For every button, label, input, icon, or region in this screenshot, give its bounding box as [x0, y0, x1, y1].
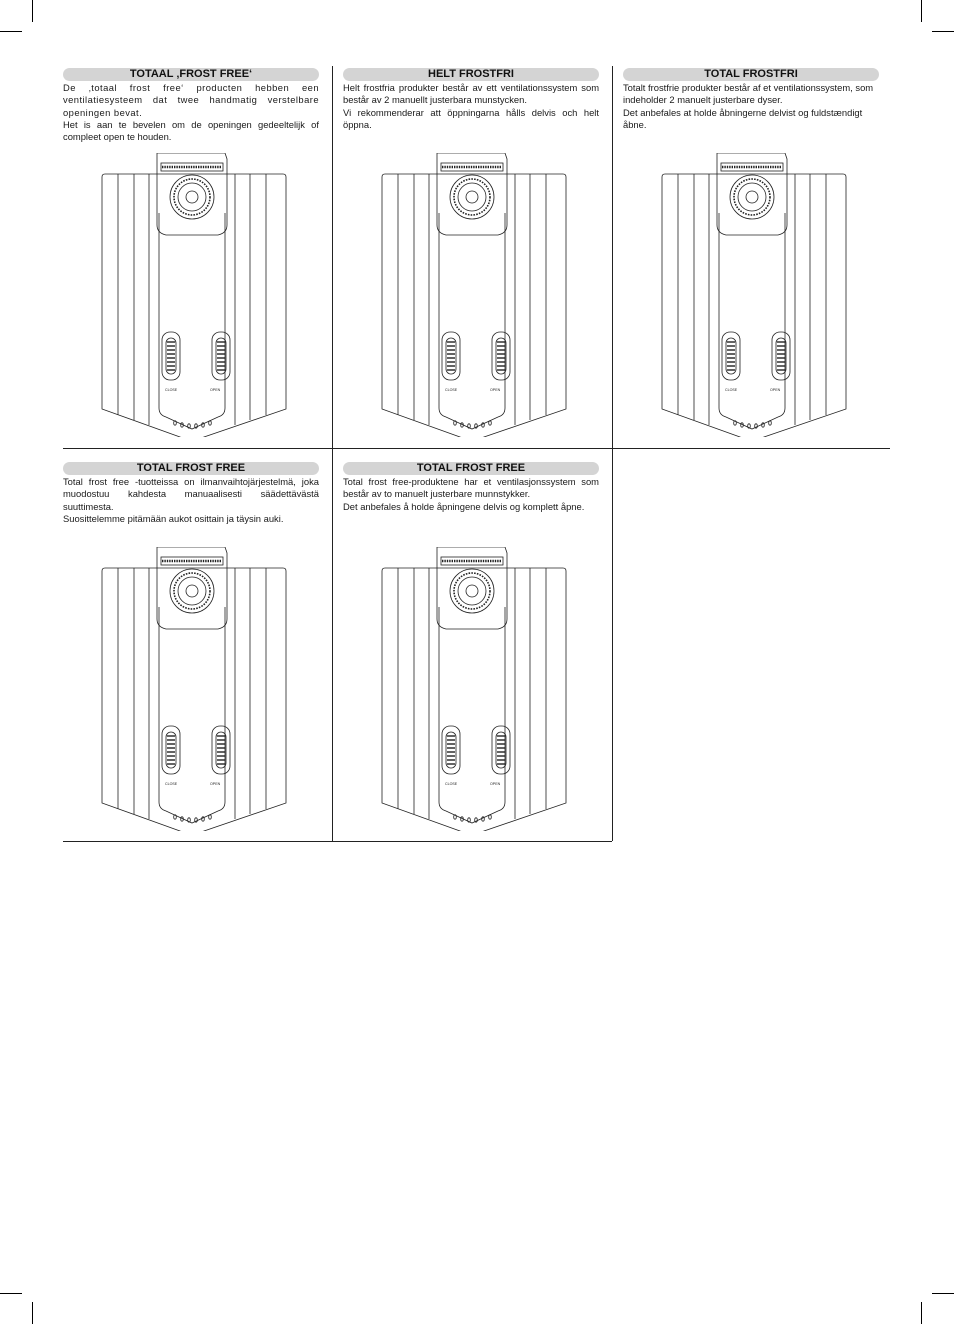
close-label: CLOSE — [445, 388, 458, 392]
fridge-body-outline — [382, 174, 566, 437]
right-vent-inner — [776, 338, 786, 374]
fan-outer-ring — [170, 569, 214, 613]
fan-hub — [186, 585, 198, 597]
fan-inner-ring — [738, 183, 766, 211]
paragraph: Het is aan te bevelen om de openingen gedeeltelijk of compleet open te houden. — [63, 118, 319, 143]
central-panel — [159, 213, 225, 429]
paragraph: De ‚totaal frost free‘ producten hebben een ventilatiesysteem dat twee handmatig verstelbare openingen bevat. — [63, 82, 319, 118]
section-title: TOTAL FROST FREE — [63, 462, 319, 475]
paragraph: Helt frostfria produkter består av ett ventilationssystem som består av 2 manuellt justerbara munstycken. — [343, 82, 599, 106]
right-vent-outer — [492, 332, 510, 380]
top-fan-unit — [157, 547, 227, 629]
crop-mark — [0, 1293, 22, 1294]
left-vent-outer — [442, 726, 460, 774]
close-label: CLOSE — [165, 782, 178, 786]
fridge-ventilation-diagram — [96, 547, 288, 831]
close-label: CLOSE — [725, 388, 738, 392]
section-swedish — [343, 68, 599, 131]
left-vent-inner — [446, 732, 456, 768]
fridge-body-outline — [662, 174, 846, 437]
section-text — [623, 82, 879, 131]
bottom-drain-holes — [454, 815, 492, 822]
fan-grille-ring — [454, 573, 490, 609]
paragraph: Vi rekommenderar att öppningarna hålls delvis och helt öppna. — [343, 106, 599, 130]
section-text — [63, 82, 319, 143]
right-vent-inner — [216, 732, 226, 768]
crop-mark — [932, 31, 954, 32]
fridge-ventilation-diagram — [376, 547, 568, 831]
open-label: OPEN — [490, 388, 501, 392]
fridge-body-outline — [382, 568, 566, 831]
crop-mark — [932, 1293, 954, 1294]
open-label: OPEN — [210, 388, 221, 392]
central-panel — [159, 607, 225, 823]
left-vent-inner — [166, 338, 176, 374]
section-text — [343, 476, 599, 513]
crop-mark — [0, 31, 22, 32]
right-vent-outer — [492, 726, 510, 774]
right-vent-inner — [496, 732, 506, 768]
right-vent-outer — [212, 332, 230, 380]
top-fan-unit — [717, 153, 787, 235]
row-divider — [63, 841, 612, 842]
paragraph: Suosittelemme pitämään aukot osittain ja täysin auki. — [63, 512, 284, 524]
bottom-drain-holes — [734, 421, 772, 428]
bottom-drain-holes — [454, 421, 492, 428]
section-norwegian — [343, 462, 599, 513]
close-label: CLOSE — [445, 782, 458, 786]
crop-mark — [32, 1302, 33, 1324]
central-panel — [439, 213, 505, 429]
fan-inner-ring — [178, 183, 206, 211]
open-label: OPEN — [490, 782, 501, 786]
fan-inner-ring — [178, 577, 206, 605]
close-label: CLOSE — [165, 388, 178, 392]
left-vent-outer — [162, 332, 180, 380]
section-title: HELT FROSTFRI — [343, 68, 599, 81]
top-fan-unit — [437, 547, 507, 629]
fridge-ventilation-diagram — [376, 153, 568, 437]
section-text — [343, 82, 599, 131]
fridge-figure-4 — [96, 547, 288, 831]
left-vent-inner — [446, 338, 456, 374]
left-vent-outer — [162, 726, 180, 774]
paragraph: Totalt frostfrie produkter består af et ventilationssystem, som indeholder 2 manuelt justerbare dyser. — [623, 82, 874, 106]
paragraph: Det anbefales å holde åpningene delvis og komplett åpne. — [343, 500, 585, 512]
section-danish — [623, 68, 879, 131]
fridge-figure-3 — [656, 153, 848, 437]
crop-mark — [921, 1302, 922, 1324]
right-vent-outer — [772, 332, 790, 380]
fan-inner-ring — [458, 183, 486, 211]
fan-hub — [746, 191, 758, 203]
paragraph: Total frost free-produktene har et ventilasjonssystem som består av to manuelt justerbare munnstykker. — [343, 476, 599, 500]
open-label: OPEN — [210, 782, 221, 786]
open-label: OPEN — [770, 388, 781, 392]
fan-outer-ring — [450, 569, 494, 613]
left-vent-inner — [726, 338, 736, 374]
fridge-body-outline — [102, 568, 286, 831]
fridge-figure-2 — [376, 153, 568, 437]
left-vent-inner — [166, 732, 176, 768]
right-vent-inner — [496, 338, 506, 374]
fan-grille-ring — [734, 179, 770, 215]
fridge-body-outline — [102, 174, 286, 437]
fan-grille-ring — [174, 573, 210, 609]
fridge-figure-5 — [376, 547, 568, 831]
central-panel — [439, 607, 505, 823]
fridge-ventilation-diagram — [96, 153, 288, 437]
paragraph: Total frost free -tuotteissa on ilmanvaihtojärjestelmä, joka muodostuu kahdesta manuaalisesti säädettävästä suuttimesta. — [63, 476, 319, 512]
fridge-figure-1 — [96, 153, 288, 437]
section-text — [63, 476, 319, 525]
fan-inner-ring — [458, 577, 486, 605]
section-title: TOTAL FROST FREE — [343, 462, 599, 475]
column-divider — [612, 66, 613, 841]
left-vent-outer — [722, 332, 740, 380]
top-fan-unit — [437, 153, 507, 235]
paragraph: Det anbefales at holde åbningerne delvist og fuldstændigt åbne. — [623, 106, 863, 130]
top-fan-unit — [157, 153, 227, 235]
fan-grille-ring — [454, 179, 490, 215]
column-divider — [332, 66, 333, 841]
fan-outer-ring — [730, 175, 774, 219]
central-panel — [719, 213, 785, 429]
right-vent-inner — [216, 338, 226, 374]
row-divider — [63, 448, 890, 449]
section-dutch — [63, 68, 319, 143]
bottom-drain-holes — [174, 421, 212, 428]
fan-hub — [466, 191, 478, 203]
left-vent-outer — [442, 332, 460, 380]
bottom-drain-holes — [174, 815, 212, 822]
crop-mark — [32, 0, 33, 22]
fan-outer-ring — [450, 175, 494, 219]
fan-grille-ring — [174, 179, 210, 215]
fridge-ventilation-diagram — [656, 153, 848, 437]
crop-mark — [921, 0, 922, 22]
section-finnish — [63, 462, 319, 525]
section-title: TOTAL FROSTFRI — [623, 68, 879, 81]
right-vent-outer — [212, 726, 230, 774]
fan-hub — [466, 585, 478, 597]
section-title: TOTAAL ‚FROST FREE‘ — [63, 68, 319, 81]
fan-hub — [186, 191, 198, 203]
fan-outer-ring — [170, 175, 214, 219]
